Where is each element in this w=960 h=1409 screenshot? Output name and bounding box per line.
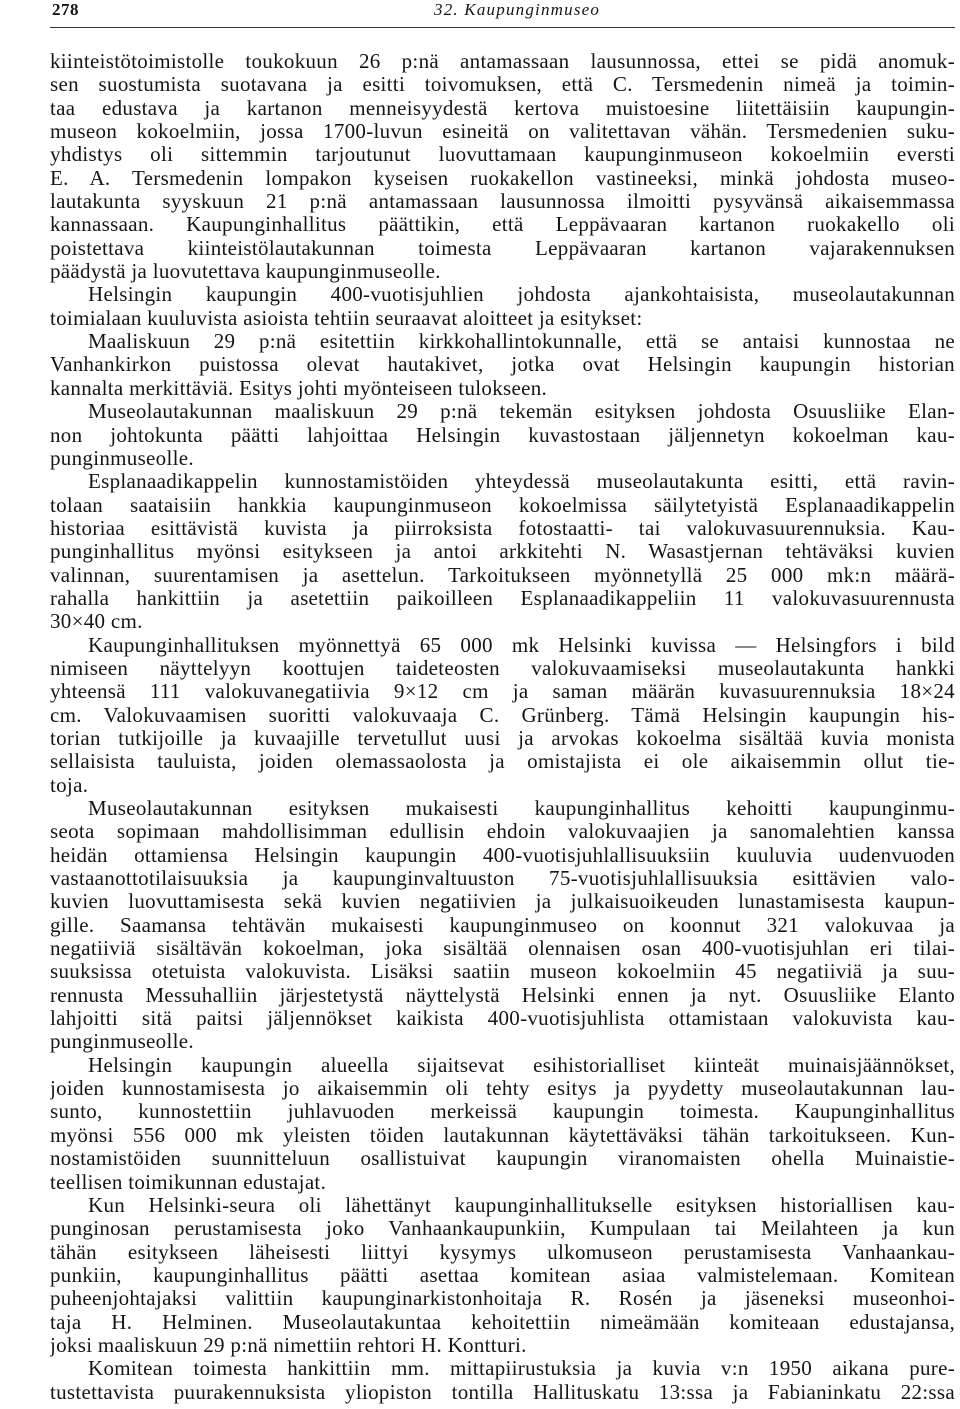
text-line: suuksissa otetuista valokuvista. Lisäksi saatiin museon kokoelmiin 45 negatiiviä ja suu-: [50, 960, 955, 984]
text-line: Esplanaadikappelin kunnostamistöiden yhteydessä museolautakunta esitti, että ravin-: [88, 470, 955, 494]
paragraph: [50, 400, 955, 470]
text-line: lahjoitti sitä paitsi jäljennökset kaikista 400-vuotisjuhlista ottamistaan valokuvista kau-: [50, 1007, 955, 1031]
text-line: nostamistöiden suunnitteluun osallistuivat kaupungin viranomaisten ohella Muinaistie-: [50, 1147, 955, 1171]
text-line: puheenjohtajaksi valittiin kaupunginarkistonhoitaja R. Rosén ja jäseneksi museonhoi-: [50, 1287, 955, 1311]
text-line: Maaliskuun 29 p:nä esitettiin kirkkohallintokunnalle, että se antaisi kunnostaa ne: [88, 330, 955, 354]
text-line: sunto, kunnostettiin juhlavuoden merkeissä kaupungin toimesta. Kaupunginhallitus: [50, 1100, 955, 1124]
text-line: Kaupunginhallituksen myönnettyä 65 000 mk Helsinki kuvissa — Helsingfors i bild: [88, 633, 955, 657]
text-line: teellisen toimikunnan edustajat.: [50, 1170, 327, 1194]
text-line: cm. Valokuvaamisen suoritti valokuvaaja C. Grünberg. Tämä Helsingin kaupungin his-: [50, 703, 955, 727]
text-line: lautakunta syyskuun 21 p:nä antamassaan lausunnossa ilmoitti pysyvänsä aikaisemmassa: [50, 190, 955, 214]
text-line: rahalla hankittiin ja asetettiin paikoilleen Esplanaadikappeliin 11 valokuvasuurennusta: [50, 586, 955, 610]
paragraph: [50, 797, 955, 1054]
text-line: poistettava kiinteistölautakunnan toimesta Leppävaaran kartanon vajarakennuksen: [50, 236, 955, 260]
paragraph: [50, 1357, 955, 1404]
text-line: toimialaan kuuluvista asioista tehtiin seuraavat aloitteet ja esitykset:: [50, 306, 643, 330]
body-text: [50, 50, 955, 1404]
text-line: Helsingin kaupungin 400-vuotisjuhlien johdosta ajankohtaisista, museolautakunnan: [88, 283, 955, 307]
text-line: Vanhankirkon puistossa olevat hautakivet, jotka ovat Helsingin kaupungin historian: [50, 353, 955, 377]
text-line: heidän ottamiensa Helsingin kaupungin 400-vuotisjuhlallisuuksiin kuuluvia uudenvuoden: [50, 843, 955, 867]
text-line: sellaisista tauluista, joiden olemassaolosta ja omistajista ei ole aikaisemmin ollut tie-: [50, 750, 955, 774]
page-number: 278: [52, 0, 79, 19]
text-line: sen suostumista suotavana ja esitti toivomuksen, että C. Tersmedenin nimeä ja toimin-: [50, 73, 955, 97]
paragraph: [50, 634, 955, 797]
paragraph: [50, 1054, 955, 1194]
text-line: Komitean toimesta hankittiin mm. mittapiirustuksia ja kuvia v:n 1950 aikana pure-: [88, 1357, 955, 1381]
text-line: yhdistys oli sittemmin tarjoutunut luovuttamaan kaupunginmuseon kokoelmiin eversti: [50, 143, 955, 167]
paragraph: [50, 470, 955, 633]
text-line: valinnan, suurentamisen ja asettelun. Tarkoitukseen myönnetyllä 25 000 mk:n määrä-: [50, 563, 955, 587]
paragraph: [50, 50, 955, 283]
text-line: punginmuseolle.: [50, 446, 194, 470]
text-line: museon kokoelmiin, jossa 1700-luvun esineitä on valitettavan vähän. Tersmedenien suku-: [50, 120, 955, 144]
paragraph: [50, 1194, 955, 1357]
text-line: päädystä ja luovutettava kaupunginmuseolle.: [50, 260, 441, 284]
text-line: yhteensä 111 valokuvanegatiivia 9×12 cm ja saman määrän kuvasuurennuksia 18×24: [50, 680, 955, 704]
text-line: toja.: [50, 773, 89, 797]
text-line: punginhallitus myönsi esitykseen ja antoi arkkitehti N. Wasastjernan tehtäväksi kuvien: [50, 540, 955, 564]
text-line: kuvien luovuttamisesta sekä kuvien negatiivien ja julkaisuoikeuden lunastamisesta kaupun-: [50, 890, 955, 914]
text-line: seota sopimaan mahdollisimman edullisin ehdoin valokuvaajien ja sanomalehtien kanssa: [50, 820, 955, 844]
text-line: Museolautakunnan esityksen mukaisesti kaupunginhallitus kehoitti kaupunginmu-: [88, 797, 955, 820]
text-line: Kun Helsinki-seura oli lähettänyt kaupunginhallitukselle esityksen historiallisen kau-: [88, 1193, 955, 1217]
text-line: Helsingin kaupungin alueella sijaitsevat esihistorialliset kiinteät muinaisjäännökset,: [88, 1053, 955, 1077]
text-line: tähän esitykseen läheisesti liittyi kysymys ulkomuseon perustamisesta Vanhaankau-: [50, 1240, 955, 1264]
text-line: joiden kunnostamisesta jo aikaisemmin oli tehty esitys ja pyydetty museolautakunnan lau-: [50, 1077, 955, 1101]
text-line: historiaa esittävistä kuvista ja piirroksista fotostaatti- tai valokuvasuurennuksia. Kau-: [50, 516, 955, 540]
text-line: kiinteistötoimistolle toukokuun 26 p:nä antamassaan lausunnossa, ettei se pidä anomuk-: [50, 50, 955, 73]
text-line: torian tutkijoille ja kuvaajille tervetullut uusi ja arvokas kokoelma sisältää kuvia monista: [50, 726, 955, 750]
text-line: kannalta merkittäviä. Esitys johti myönteiseen tulokseen.: [50, 376, 548, 400]
text-line: negatiiviä sisältävän kokoelman, joka sisältää olennaisen osan 400-vuotisjuhlan eri tilai-: [50, 937, 955, 961]
text-line: tolaan saataisiin hankkia kaupunginmuseon kokoelmissa säilytetyistä Esplanaadikappelin: [50, 493, 955, 517]
text-line: myönsi 556 000 mk yleisten töiden lautakunnan käytettäväksi tähän tarkoitukseen. Kun-: [50, 1123, 955, 1147]
paragraph: [50, 283, 955, 330]
text-line: punginosan perustamisesta joko Vanhaankaupunkiin, Kumpulaan tai Meilahteen ja kun: [50, 1217, 955, 1241]
text-line: taja H. Helminen. Museolautakuntaa kehoitettiin nimeämään komiteaan edustajansa,: [50, 1310, 955, 1334]
text-line: Museolautakunnan maaliskuun 29 p:nä tekemän esityksen johdosta Osuusliike Elan-: [88, 400, 955, 424]
text-line: kannassaan. Kaupunginhallitus päättikin, että Leppävaaran kartanon ruokakello oli: [50, 213, 955, 237]
text-line: rennusta Messuhalliin järjestetystä näyttelystä Helsinki ennen ja nyt. Osuusliike Elanto: [50, 983, 955, 1007]
text-line: taa edustava ja kartanon menneisyydestä kertova muistoesine liitettäisiin kaupungin-: [50, 96, 955, 120]
paragraph: [50, 330, 955, 400]
text-line: punginmuseolle.: [50, 1030, 194, 1054]
text-line: non johtokunta päätti lahjoittaa Helsingin kuvastostaan jäljennetyn kokoelman kau-: [50, 423, 955, 447]
text-line: punkiin, kaupunginhallitus päätti asettaa komitean asiaa valmistelemaan. Komitean: [50, 1263, 955, 1287]
text-line: nimiseen näyttelyyn koottujen taideteosten valokuvaamiseksi museolautakunta hankki: [50, 656, 955, 680]
text-line: E. A. Tersmedenin lompakon kyseisen ruokakellon vastineeksi, minkä johdosta museo-: [50, 166, 955, 190]
text-line: joksi maaliskuun 29 p:nä nimettiin rehtori H. Kontturi.: [50, 1333, 527, 1357]
text-line: 30×40 cm.: [50, 610, 143, 634]
text-line: gille. Saamansa tehtävän mukaisesti kaupunginmuseo on koonnut 321 valokuvaa ja: [50, 913, 955, 937]
text-line: tustettavista puurakennuksista yliopiston tontilla Hallituskatu 13:ssa ja Fabianinkatu 22:ssa: [50, 1380, 955, 1404]
running-head: 32. Kaupunginmuseo: [434, 0, 601, 19]
header-rule: [50, 27, 955, 28]
text-line: vastaanottotilaisuuksia ja kaupunginvaltuuston 75-vuotisjuhlallisuuksia esittävien valo-: [50, 867, 955, 891]
